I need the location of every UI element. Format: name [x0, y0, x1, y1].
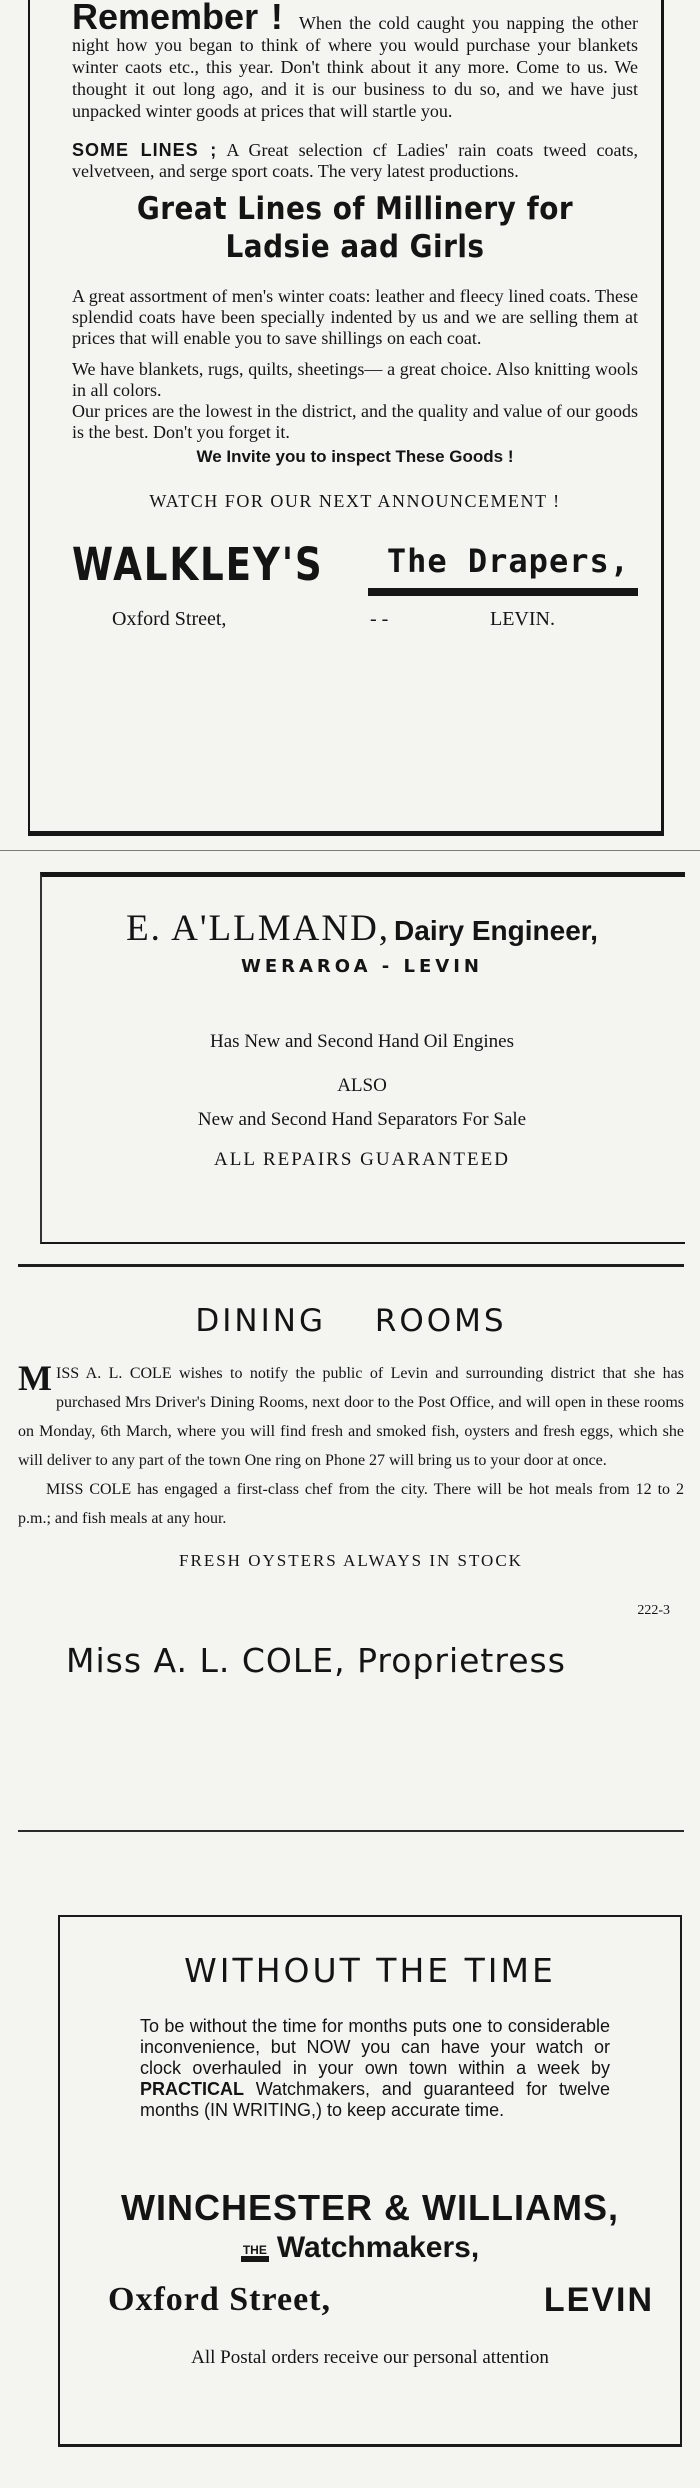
allmand-location: WERAROA - LEVIN: [240, 956, 483, 977]
reference-code: 222-3: [637, 1603, 670, 1618]
walkleys-name: WALKLEY'S: [72, 538, 324, 591]
decorative-bar: [368, 588, 638, 596]
winchester-advertisement: [58, 1915, 682, 2447]
separators-line: New and Second Hand Separators For Sale: [197, 1109, 527, 1130]
winchester-firm-name: WINCHESTER & WILLIAMS,: [121, 2187, 619, 2228]
announcement-line: WATCH FOR OUR NEXT ANNOUNCEMENT !: [149, 491, 561, 511]
cole-paragraph-1: [18, 1359, 684, 1475]
winchester-body-text-2: Watchmakers, and guaranteed for twelve months (IN WRITING,) to keep accurate time.: [140, 2079, 610, 2120]
watchmakers-line: [60, 2231, 660, 2265]
section-rule: [18, 1830, 684, 1832]
walkleys-advertisement: [28, 0, 664, 836]
postal-orders-line: All Postal orders receive our personal attention: [191, 2347, 549, 2368]
drop-cap: M: [18, 1358, 52, 1398]
allmand-title: Dairy Engineer,: [394, 915, 598, 946]
also-line: ALSO: [337, 1075, 387, 1096]
dining-rooms-advertisement: [18, 1264, 684, 1831]
walkleys-address: [72, 608, 638, 638]
remember-paragraph: [72, 0, 638, 122]
millinery-heading: Great Lines of Millinery for Ladsie aad Girls: [136, 191, 574, 265]
some-lines-label: SOME LINES ;: [72, 140, 218, 160]
cole-paragraph-2: MISS COLE has engaged a first-class chef from the city. There will be hot meals from 12 to 2 p.m.; and fish meals at any hour.: [18, 1481, 684, 1527]
remember-heading: Remember !: [72, 0, 283, 37]
oil-engines-line: Has New and Second Hand Oil Engines: [210, 1031, 514, 1052]
walkleys-content: [72, 0, 638, 638]
address-dashes: - -: [370, 608, 389, 630]
allmand-content: [56, 877, 668, 1171]
winchester-town: LEVIN: [543, 2281, 654, 2319]
some-lines-paragraph: [72, 140, 638, 182]
walkleys-town: LEVIN.: [490, 608, 555, 630]
watchmakers-title: Watchmakers,: [276, 2231, 480, 2264]
without-the-time-heading: WITHOUT THE TIME: [184, 1951, 556, 1990]
walkleys-street: Oxford Street,: [112, 608, 227, 630]
allmand-heading: [56, 907, 668, 950]
winchester-body-text: To be without the time for months puts one to considerable inconvenience, but NOW you can have your watch or clock overhauled in your own town within a week by: [140, 2016, 610, 2078]
oysters-line: FRESH OYSTERS ALWAYS IN STOCK: [179, 1551, 523, 1570]
some-lines-text: A Great selection cf Ladies' rain coats tweed coats, velvetveen, and serge sport coats. The very latest productions.: [72, 140, 638, 181]
winchester-address: [60, 2281, 680, 2325]
allmand-advertisement: [40, 872, 685, 1244]
prices-paragraph: Our prices are the lowest in the district, and the quality and value of our goods is the best. Don't you forget it.: [72, 401, 638, 442]
winchester-street: Oxford Street,: [108, 2281, 331, 2318]
repairs-line: ALL REPAIRS GUARANTEED: [214, 1149, 510, 1170]
blankets-paragraph: We have blankets, rugs, quilts, sheetings— a great choice. Also knitting wools in all colors.: [72, 359, 638, 400]
cole-notice: [18, 1359, 684, 1533]
cole-proprietress: Miss A. L. COLE, Proprietress: [66, 1641, 566, 1680]
invite-line: We Invite you to inspect These Goods !: [196, 447, 514, 466]
winchester-body: [140, 2016, 610, 2121]
practical-word: PRACTICAL: [140, 2079, 244, 2099]
firm-name-row: [72, 538, 638, 598]
allmand-name: E. A'LLMAND,: [126, 908, 391, 949]
cole-paragraph-1-text: ISS A. L. COLE wishes to notify the public of Levin and surrounding district that she has purchased Mrs Driver's Dining Rooms, next door to the Post Office, and will open in these rooms on Monday, 6th March, where you will find fresh and smoked fish, oysters and fresh eggs, which she will deliver to any part of the town One ring on Phone 27 will bring us to your door at once.: [18, 1365, 684, 1469]
the-badge: THE: [241, 2244, 269, 2262]
mens-coats-paragraph: A great assortment of men's winter coats: leather and fleecy lined coats. These splendid coats have been specially indented by us and we are selling them at prices that will enable you to save shillings on each coat.: [72, 286, 638, 348]
remember-text: When the cold caught you napping the other night how you began to think of where you would purchase your blankets winter caots etc., this year. Don't think about it any more. Come to us. We thought it out long ago, and it is our business to du so, and we have just unpacked winter goods at prices that will startle you.: [72, 13, 638, 121]
column-rule: [0, 850, 700, 851]
dining-rooms-heading: DINING ROOMS: [195, 1303, 507, 1339]
drapers-title: The Drapers,: [386, 542, 630, 580]
